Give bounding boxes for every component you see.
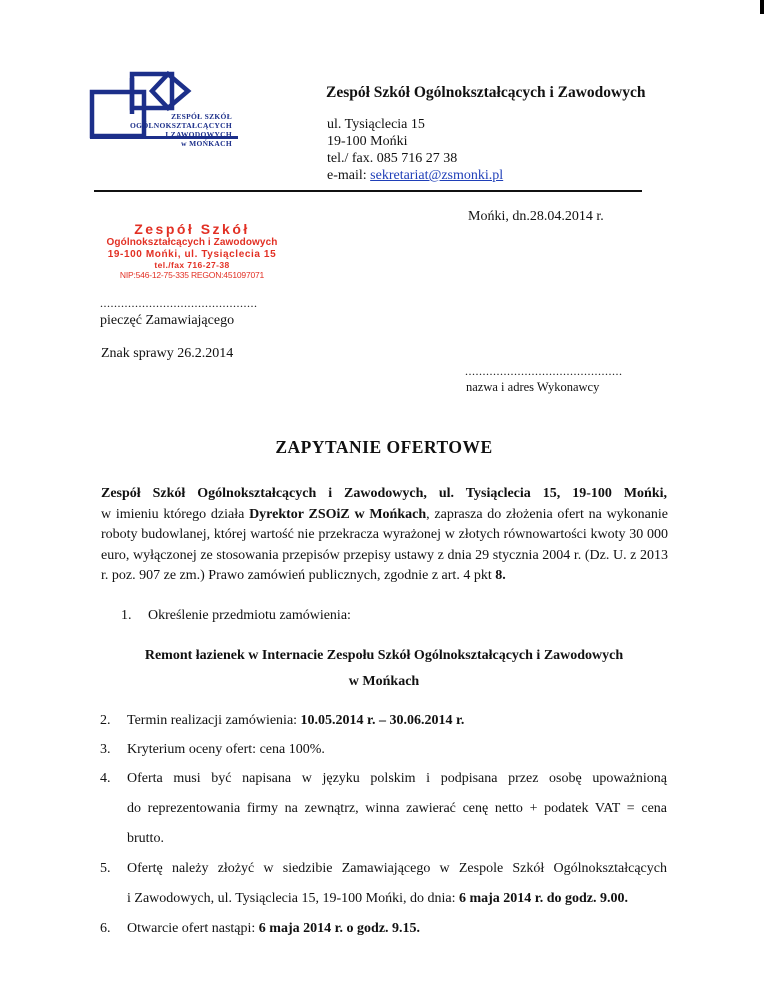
red-stamp: Zespół Szkół Ogólnokształcących i Zawodowych 19-100 Mońki, ul. Tysiąclecia 15 tel./fax 716-27-38 NIP:546-12-75-335 REGON:451097071 [106,221,278,280]
zamawiajacy-caption: pieczęć Zamawiającego [100,313,235,328]
document-title: ZAPYTANIE OFERTOWE [275,437,493,457]
email-line: e-mail: sekretariat@zsmonki.pl [327,168,504,183]
address-street: ul. Tysiąclecia 15 [327,117,425,132]
intro-bold-director: Dyrektor ZSOiZ w Mońkach [249,506,427,522]
case-number: Znak sprawy 26.2.2014 [101,346,234,361]
address-city: 19-100 Mońki [327,134,408,149]
email-link[interactable]: sekretariat@zsmonki.pl [370,168,504,183]
phone-fax: tel./ fax. 085 716 27 38 [327,151,458,166]
document-date: Mońki, dn.28.04.2014 r. [468,209,604,224]
scan-corner-mark [760,0,764,14]
contractor-dots: ............................................. [465,364,623,378]
school-name: Zespół Szkół Ogólnokształcących i Zawodowych [326,84,646,101]
signature-dots: ............................................. [100,296,258,310]
logo-text: ZESPÓŁ SZKÓŁ OGÓLNOKSZTAŁCĄCYCH I ZAWODOWYCH w MOŃKACH [130,112,232,148]
intro-bold-school: Zespół Szkół Ogólnokształcących i Zawodowych, ul. Tysiąclecia 15, 19-100 Mońki, [101,486,667,501]
order-subject: Remont łazienek w Internacie Zespołu Szkół Ogólnokształcących i Zawodowych w Mońkach [144,648,624,689]
header-divider [94,190,642,192]
intro-paragraph: Zespół Szkół Ogólnokształcących i Zawodowych, ul. Tysiąclecia 15, 19-100 Mońki, w imieniu którego działa Dyrektor ZSOiZ w Mońkach, zaprasza do złożenia ofert na wykonanie roboty budowlanej, której wartość nie przekracza wyrażonej w złotych równowartości kwoty 30 000 euro, wyłączonej ze stosowania przepisów przepisy ustawy z dnia 29 stycznia 2004 r. (Dz. U. z 2013 r. poz. 907 ze zm.) Prawo zamówień publicznych, zgodnie z art. 4 pkt 8. [101,486,668,584]
address-block [327,116,503,184]
wykonawca-caption: nazwa i adres Wykonawcy [466,380,600,394]
